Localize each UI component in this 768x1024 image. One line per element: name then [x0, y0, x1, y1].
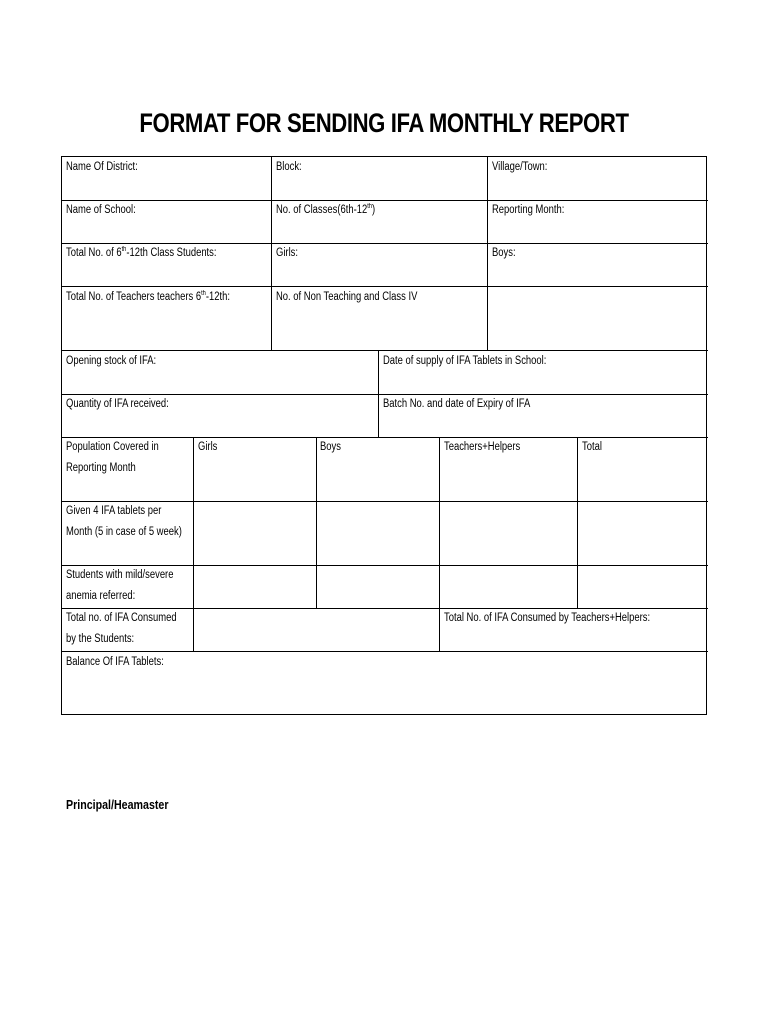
supply-date-label: Date of supply of IFA Tablets in School: — [383, 355, 547, 367]
signature-label: Principal/Heamaster — [66, 797, 169, 812]
total-column-header: Total — [582, 441, 602, 453]
boys-column-header: Boys — [320, 441, 341, 453]
col-divider — [271, 157, 272, 350]
block-label: Block: — [276, 161, 302, 173]
teachers-helpers-column-header: Teachers+Helpers — [444, 441, 521, 453]
non-teaching-label: No. of Non Teaching and Class IV — [276, 291, 418, 303]
col-divider — [439, 437, 440, 651]
col-divider — [487, 157, 488, 350]
col-divider — [577, 437, 578, 608]
balance-label: Balance Of IFA Tablets: — [66, 656, 164, 668]
reporting-month-label: Reporting Month: — [492, 204, 565, 216]
anemia-referred-label: Students with mild/severe anemia referred: — [66, 569, 174, 602]
classes-label: No. of Classes(6th-12th) — [276, 203, 376, 216]
quantity-received-label: Quantity of IFA received: — [66, 398, 169, 410]
row-divider — [62, 200, 708, 201]
col-divider — [378, 350, 379, 437]
district-label: Name Of District: — [66, 161, 138, 173]
total-students-label: Total No. of 6th-12th Class Students: — [66, 246, 217, 259]
girls-count-label: Girls: — [276, 247, 299, 259]
boys-count-label: Boys: — [492, 247, 516, 259]
given-tablets-label: Given 4 IFA tablets per Month (5 in case of 5 week) — [66, 505, 182, 538]
total-teachers-label: Total No. of Teachers teachers 6th-12th: — [66, 290, 230, 303]
row-divider — [62, 437, 708, 438]
teachers-consumed-label: Total No. of IFA Consumed by Teachers+Helpers: — [444, 612, 651, 624]
school-label: Name of School: — [66, 204, 136, 216]
page-title: FORMAT FOR SENDING IFA MONTHLY REPORT — [139, 108, 629, 138]
col-divider — [193, 437, 194, 651]
col-divider — [316, 437, 317, 608]
population-covered-label: Population Covered in Reporting Month — [66, 441, 159, 474]
girls-column-header: Girls — [198, 441, 218, 453]
students-consumed-label: Total no. of IFA Consumed by the Students: — [66, 612, 177, 645]
batch-expiry-label: Batch No. and date of Expiry of IFA — [383, 398, 531, 410]
opening-stock-label: Opening stock of IFA: — [66, 355, 157, 367]
village-label: Village/Town: — [492, 161, 548, 173]
